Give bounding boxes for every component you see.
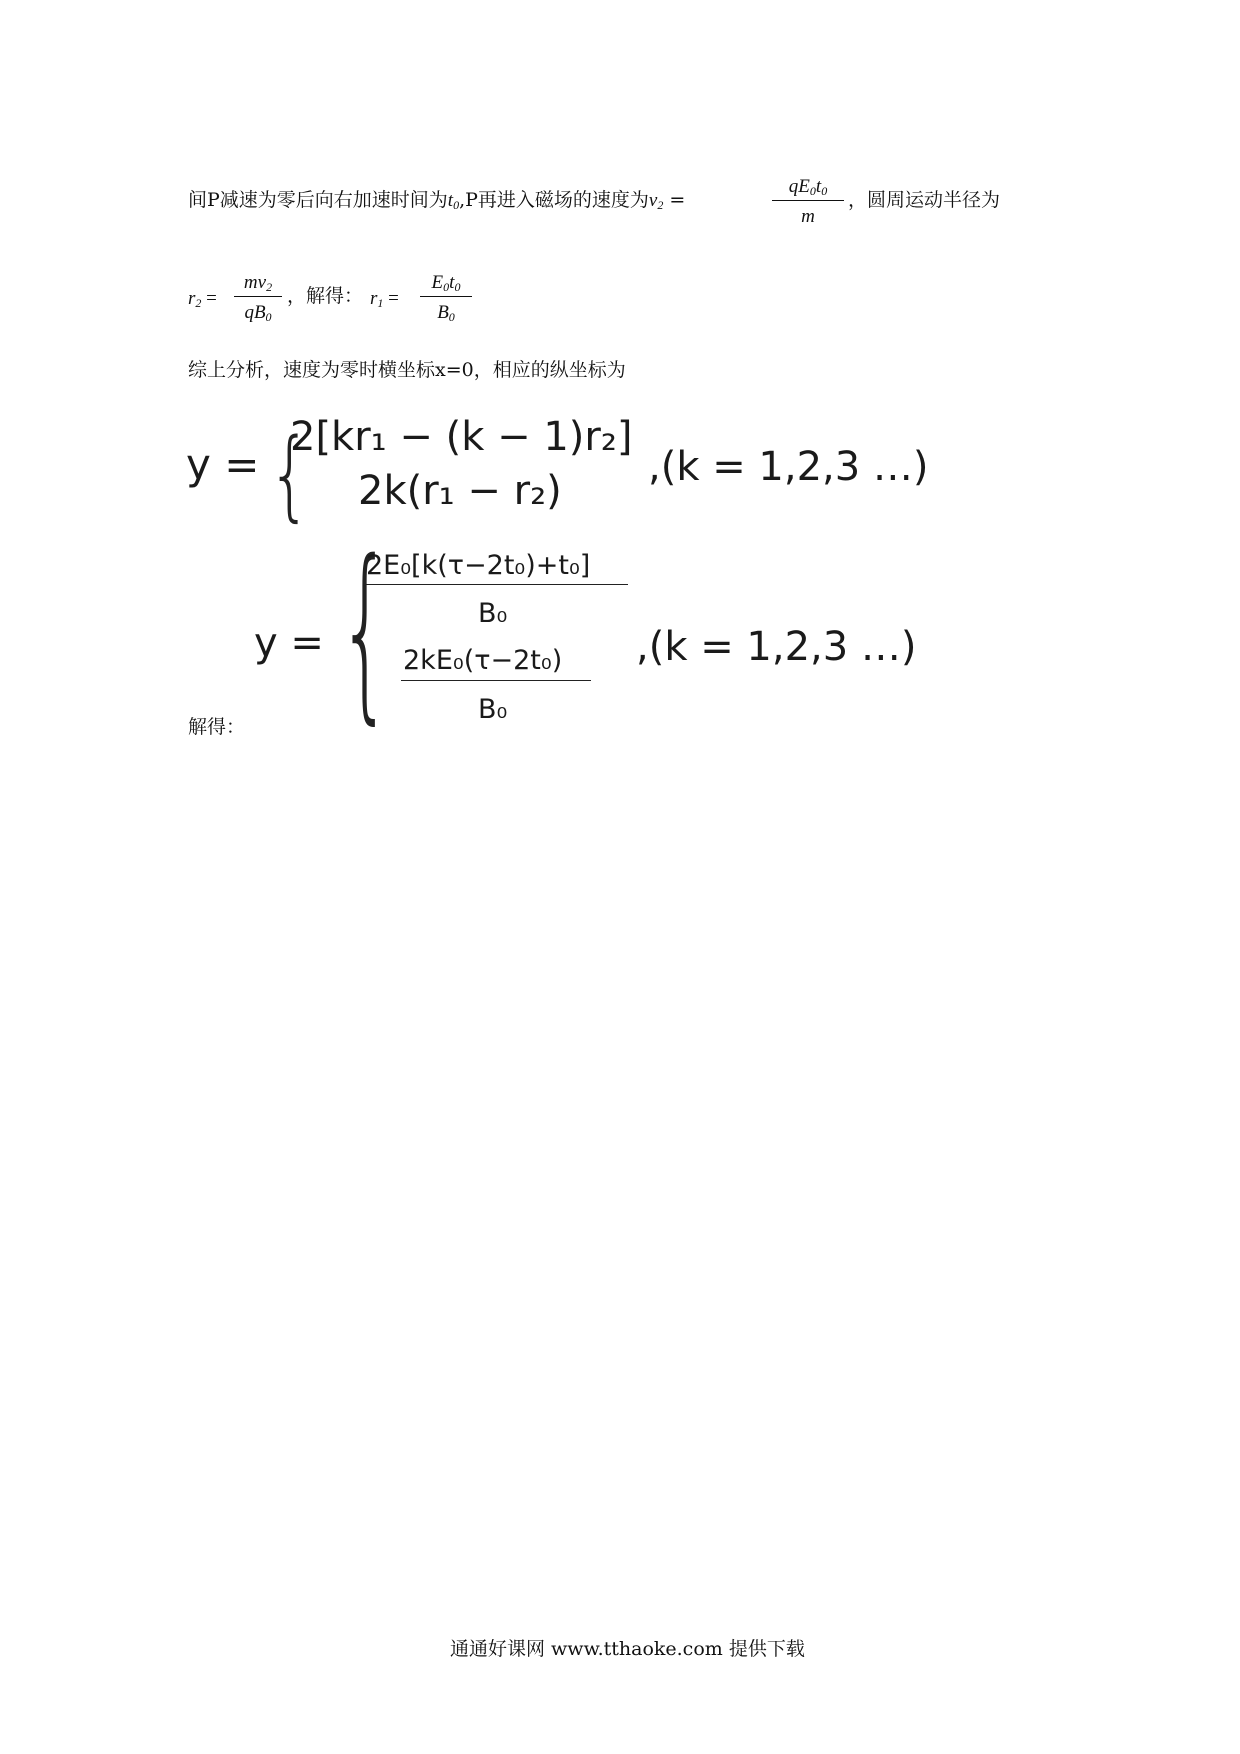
- page-footer: 通通好课网 www.tthaoke.com 提供下载: [450, 1638, 805, 1660]
- symbol-r2: $r_2$ =: [188, 288, 217, 310]
- line1-text-a: 间P减速为零后向右加速时间为: [188, 189, 448, 211]
- formula-2-tail: ,(k = 1,2,3 …): [636, 624, 917, 670]
- symbol-t0: $t_0$: [447, 190, 460, 212]
- text-line-3: 综上分析，速度为零时横坐标x=0，相应的纵坐标为: [188, 359, 626, 381]
- formula-1-brace: {: [268, 418, 312, 532]
- fraction-mv2-over-qB0: $mv_2$ $qB_0$: [234, 273, 282, 322]
- symbol-v2: $v_2$: [648, 190, 664, 212]
- formula-2-case-2-numerator: 2kE₀(τ−2t₀): [403, 645, 563, 676]
- formula-2-case-1-fraction-bar: [364, 584, 628, 585]
- formula-2-case-1-denominator: B₀: [478, 598, 508, 629]
- formula-1-case-2: 2k(r₁ − r₂): [358, 468, 562, 514]
- formula-1-lhs: y =: [186, 440, 260, 489]
- fraction-E0t0-over-B0: $E_0t_0$ $B_0$: [420, 273, 472, 322]
- equals-sign: =: [669, 189, 686, 211]
- formula-1-case-1: 2[kr₁ − (k − 1)r₂]: [290, 414, 633, 460]
- symbol-r1: $r_1$ =: [370, 288, 399, 310]
- formula-2-lhs: y =: [254, 620, 324, 666]
- formula-2-case-1-numerator: 2E₀[k(τ−2t₀)+t₀]: [366, 550, 591, 581]
- formula-2-case-2-denominator: B₀: [478, 694, 508, 725]
- text-line-1: [188, 191, 685, 210]
- text-line-4: 解得：: [188, 716, 246, 738]
- fraction-qE0t0-over-m: $qE_0t_0$ m: [772, 177, 844, 226]
- line1-text-c: ，圆周运动半径为: [848, 189, 1001, 211]
- formula-2-brace: {: [338, 520, 393, 741]
- formula-2-case-2-fraction-bar: [401, 680, 591, 681]
- line2-solve-text: ，解得：: [287, 285, 364, 307]
- formula-1-tail: ,(k = 1,2,3 …): [648, 444, 929, 490]
- line1-text-b: ,P再进入磁场的速度为: [459, 189, 649, 211]
